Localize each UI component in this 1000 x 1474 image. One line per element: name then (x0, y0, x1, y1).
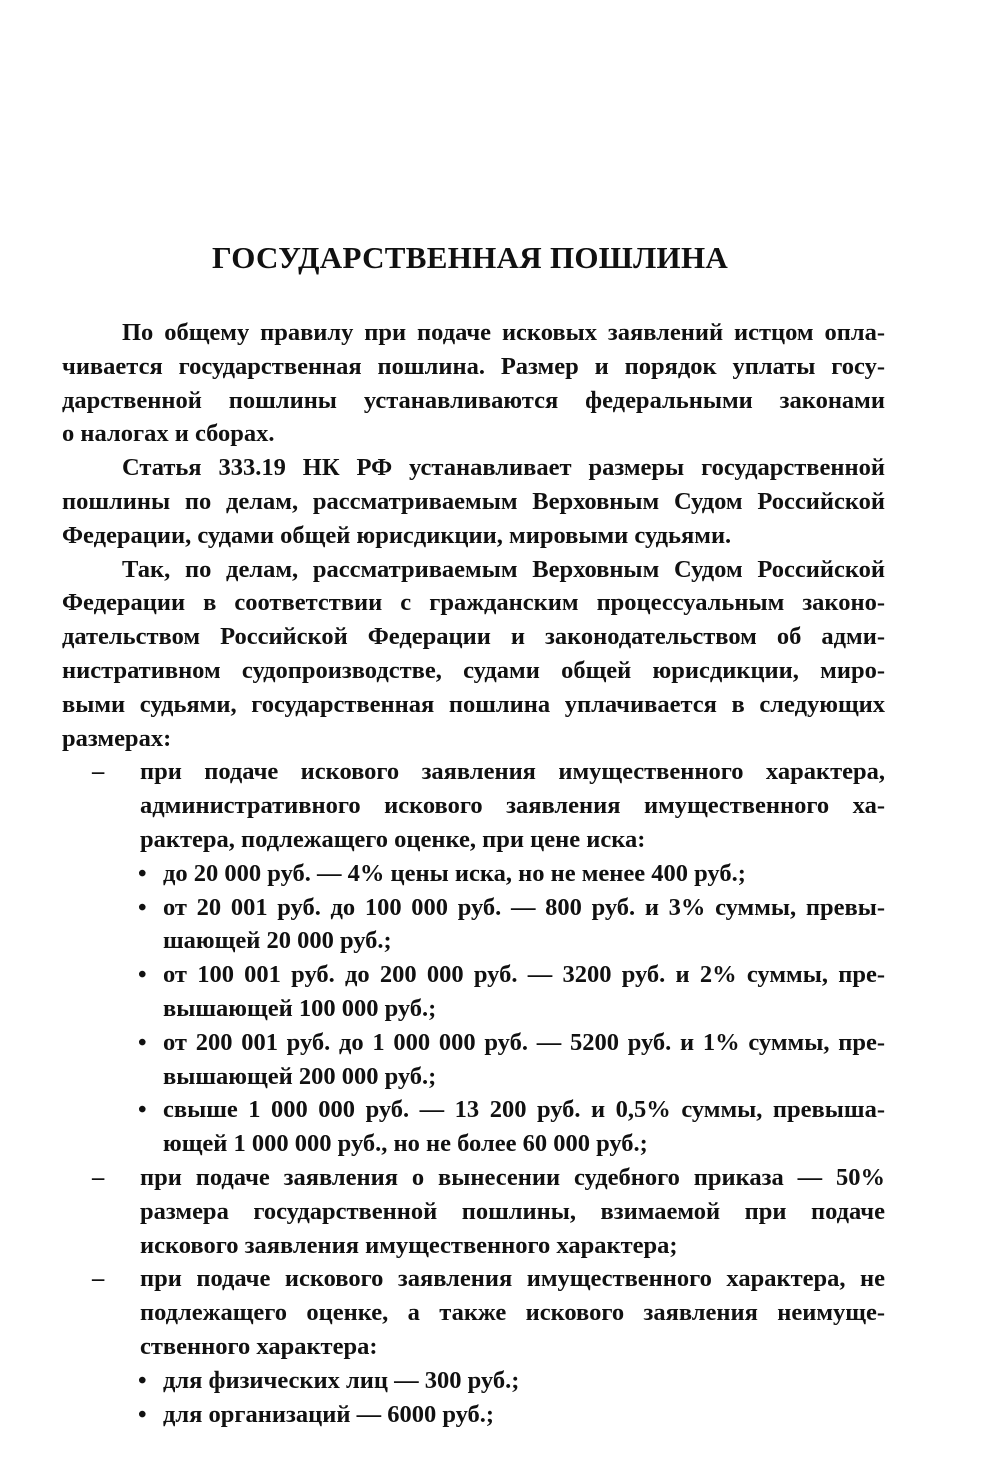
line-text: о налогах и сборах. (62, 420, 275, 448)
text-line (62, 553, 885, 587)
paragraph (62, 316, 885, 451)
text-line (62, 1296, 885, 1330)
bullet-list-item (62, 1093, 885, 1161)
text-line (62, 789, 885, 823)
document-body (62, 316, 885, 1431)
text-line (62, 519, 885, 553)
page-title: ГОСУДАРСТВЕННАЯ ПОШЛИНА (211, 240, 729, 275)
text-line (62, 417, 885, 451)
text-line (62, 485, 885, 519)
text-line (62, 620, 885, 654)
text-line (62, 1093, 885, 1127)
bullet-list-item (62, 891, 885, 959)
line-text: размерах: (62, 724, 172, 752)
bullet-list-item (62, 857, 885, 891)
paragraph (62, 451, 885, 552)
bullet-list-item (62, 1398, 885, 1432)
line-text: вышающей 100 000 руб.; (163, 994, 437, 1022)
line-text: ственного характера: (140, 1332, 378, 1360)
text-line (62, 384, 885, 418)
line-text: от 100 001 руб. до 200 000 руб. — 3200 руб. и 2% суммы, пре- (163, 961, 885, 989)
text-line (62, 1161, 885, 1195)
line-text: Так, по делам, рассматриваемым Верховным Судом Российской (122, 555, 885, 583)
dash-list-item (62, 755, 885, 856)
dash-marker: – (92, 1265, 105, 1293)
dash-list-item (62, 1262, 885, 1363)
bullet-marker: • (138, 1028, 147, 1056)
line-text: пошлины по делам, рассматриваемым Верховным Судом Российской (62, 487, 885, 515)
line-text: Федерации в соответствии с гражданским процессуальным законо- (62, 589, 885, 617)
line-text: для организаций — 6000 руб.; (163, 1400, 495, 1428)
line-text: ющей 1 000 000 руб., но не более 60 000 руб.; (163, 1130, 648, 1158)
text-line (62, 316, 885, 350)
line-text: рактера, подлежащего оценке, при цене иска: (140, 825, 646, 853)
line-text: от 200 001 руб. до 1 000 000 руб. — 5200 руб. и 1% суммы, пре- (163, 1028, 885, 1056)
text-line (62, 1060, 885, 1094)
text-line (62, 823, 885, 857)
text-line (62, 722, 885, 756)
line-text: Федерации, судами общей юрисдикции, мировыми судьями. (62, 521, 732, 549)
line-text: при подаче искового заявления имущественного характера, (140, 758, 885, 786)
bullet-list-item (62, 1026, 885, 1094)
line-text: Статья 333.19 НК РФ устанавливает размеры государственной (122, 454, 885, 482)
text-line (62, 1127, 885, 1161)
line-text: подлежащего оценке, а также искового заявления неимуще- (140, 1299, 885, 1327)
bullet-marker: • (138, 893, 147, 921)
dash-marker: – (92, 758, 105, 786)
text-line (62, 451, 885, 485)
text-line (62, 1330, 885, 1364)
text-line (62, 1398, 885, 1432)
bullet-marker: • (138, 1400, 147, 1428)
line-text: вышающей 200 000 руб.; (163, 1062, 437, 1090)
text-line (62, 1262, 885, 1296)
line-text: при подаче искового заявления имущественного характера, не (140, 1265, 885, 1293)
line-text: размера государственной пошлины, взимаемой при подаче (140, 1197, 885, 1225)
text-line (62, 755, 885, 789)
line-text: чивается государственная пошлина. Размер и порядок уплаты госу- (62, 352, 885, 380)
line-text: дательством Российской Федерации и законодательством об адми- (62, 623, 885, 651)
dash-list-item (62, 1161, 885, 1262)
text-line (62, 1364, 885, 1398)
line-text: административного искового заявления имущественного ха- (140, 792, 885, 820)
line-text: для физических лиц — 300 руб.; (163, 1366, 520, 1394)
line-text: свыше 1 000 000 руб. — 13 200 руб. и 0,5% суммы, превыша- (163, 1096, 885, 1124)
bullet-list-item (62, 958, 885, 1026)
bullet-marker: • (138, 1366, 147, 1394)
line-text: шающей 20 000 руб.; (163, 927, 392, 955)
bullet-marker: • (138, 961, 147, 989)
line-text: от 20 001 руб. до 100 000 руб. — 800 руб. и 3% суммы, превы- (163, 893, 885, 921)
text-line (62, 350, 885, 384)
line-text: до 20 000 руб. — 4% цены иска, но не менее 400 руб.; (163, 859, 746, 887)
text-line (62, 1229, 885, 1263)
text-line (62, 992, 885, 1026)
bullet-list-item (62, 1364, 885, 1398)
line-text: при подаче заявления о вынесении судебного приказа — 50% (140, 1163, 885, 1191)
bullet-marker: • (138, 1096, 147, 1124)
text-line (62, 1026, 885, 1060)
text-line (62, 857, 885, 891)
text-line (62, 654, 885, 688)
text-line (62, 924, 885, 958)
text-line (62, 586, 885, 620)
paragraph (62, 553, 885, 756)
text-line (62, 1195, 885, 1229)
line-text: искового заявления имущественного характера; (140, 1231, 678, 1259)
line-text: По общему правилу при подаче исковых заявлений истцом опла- (122, 319, 885, 346)
text-line (62, 958, 885, 992)
line-text: нистративном судопроизводстве, судами общей юрисдикции, миро- (62, 656, 885, 684)
dash-marker: – (92, 1163, 105, 1191)
line-text: дарственной пошлины устанавливаются федеральными законами (62, 386, 885, 414)
bullet-marker: • (138, 859, 147, 887)
text-line (62, 688, 885, 722)
text-line (62, 891, 885, 925)
line-text: выми судьями, государственная пошлина уплачивается в следующих (62, 690, 885, 718)
